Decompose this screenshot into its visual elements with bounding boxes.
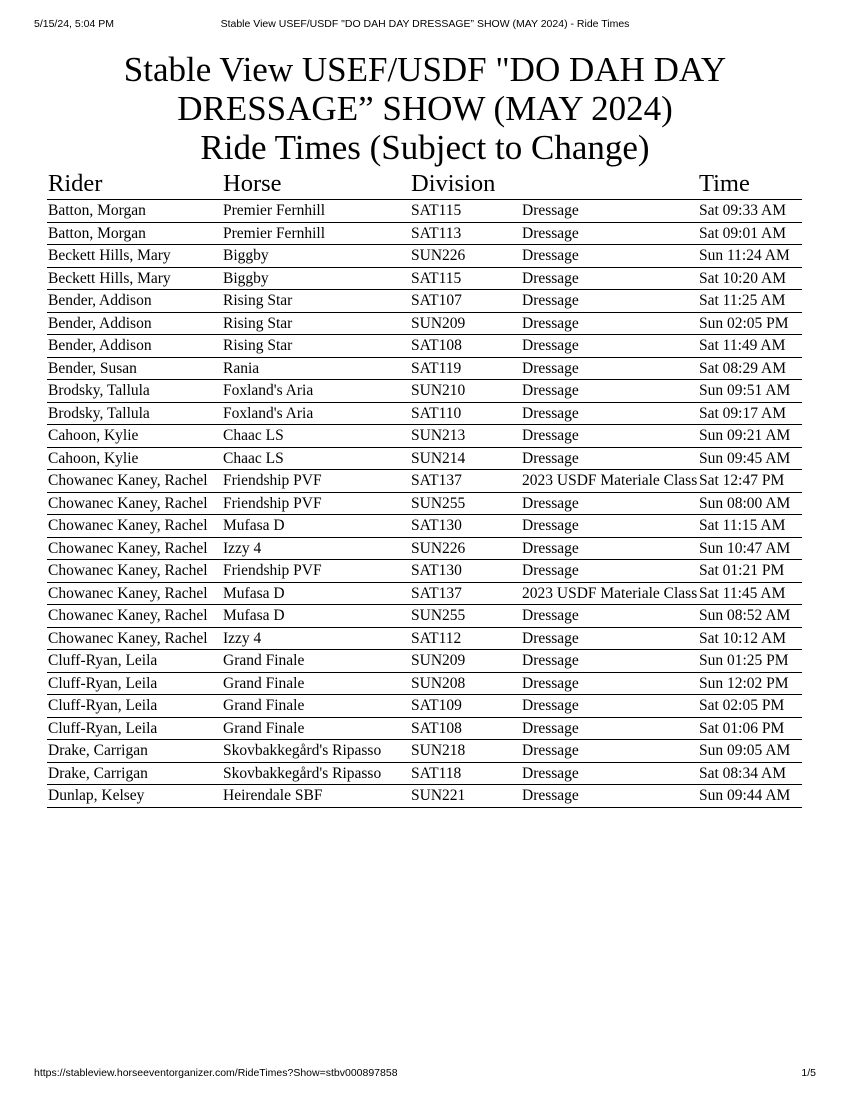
class-type-cell: Dressage — [521, 537, 698, 560]
division-cell: SAT109 — [410, 695, 521, 718]
division-cell: SAT118 — [410, 762, 521, 785]
table-row — [47, 627, 802, 650]
division-cell: SAT108 — [410, 335, 521, 358]
rider-cell: Batton, Morgan — [47, 222, 222, 245]
ride-times-table — [47, 168, 802, 808]
horse-cell: Chaac LS — [222, 425, 410, 448]
rider-cell: Chowanec Kaney, Rachel — [47, 515, 222, 538]
time-cell: Sun 09:51 AM — [698, 380, 802, 403]
division-cell: SUN218 — [410, 740, 521, 763]
horse-cell: Friendship PVF — [222, 560, 410, 583]
division-cell: SAT115 — [410, 200, 521, 223]
class-type-cell: 2023 USDF Materiale Class — [521, 470, 698, 493]
time-cell: Sat 09:01 AM — [698, 222, 802, 245]
time-cell: Sat 09:17 AM — [698, 402, 802, 425]
division-cell: SAT113 — [410, 222, 521, 245]
rider-cell: Cahoon, Kylie — [47, 425, 222, 448]
horse-cell: Grand Finale — [222, 717, 410, 740]
column-header-time: Time — [698, 168, 802, 200]
print-date: 5/15/24, 5:04 PM — [34, 18, 114, 30]
horse-cell: Biggby — [222, 245, 410, 268]
horse-cell: Friendship PVF — [222, 492, 410, 515]
horse-cell: Grand Finale — [222, 672, 410, 695]
time-cell: Sat 02:05 PM — [698, 695, 802, 718]
division-cell: SAT137 — [410, 470, 521, 493]
document-title — [40, 50, 810, 167]
page-number: 1/5 — [801, 1067, 816, 1079]
class-type-cell: Dressage — [521, 290, 698, 313]
table-row — [47, 425, 802, 448]
division-cell: SUN209 — [410, 650, 521, 673]
rider-cell: Cluff-Ryan, Leila — [47, 672, 222, 695]
class-type-cell: Dressage — [521, 312, 698, 335]
time-cell: Sat 11:25 AM — [698, 290, 802, 313]
table-row — [47, 312, 802, 335]
column-header-rider: Rider — [47, 168, 222, 200]
table-row — [47, 492, 802, 515]
horse-cell: Grand Finale — [222, 650, 410, 673]
horse-cell: Chaac LS — [222, 447, 410, 470]
horse-cell: Mufasa D — [222, 515, 410, 538]
column-header-class-type — [521, 168, 698, 200]
class-type-cell: Dressage — [521, 672, 698, 695]
print-page-title: Stable View USEF/USDF "DO DAH DAY DRESSAGE” SHOW (MAY 2024) - Ride Times — [220, 18, 630, 30]
rider-cell: Drake, Carrigan — [47, 740, 222, 763]
time-cell: Sun 01:25 PM — [698, 650, 802, 673]
rider-cell: Cluff-Ryan, Leila — [47, 650, 222, 673]
table-row — [47, 537, 802, 560]
table-row — [47, 785, 802, 808]
rider-cell: Beckett Hills, Mary — [47, 267, 222, 290]
class-type-cell: 2023 USDF Materiale Class — [521, 582, 698, 605]
division-cell: SUN255 — [410, 492, 521, 515]
rider-cell: Chowanec Kaney, Rachel — [47, 582, 222, 605]
horse-cell: Mufasa D — [222, 605, 410, 628]
time-cell: Sat 11:49 AM — [698, 335, 802, 358]
rider-cell: Bender, Susan — [47, 357, 222, 380]
table-row — [47, 267, 802, 290]
class-type-cell: Dressage — [521, 695, 698, 718]
division-cell: SUN208 — [410, 672, 521, 695]
table-row — [47, 650, 802, 673]
rider-cell: Cluff-Ryan, Leila — [47, 717, 222, 740]
rider-cell: Chowanec Kaney, Rachel — [47, 560, 222, 583]
rider-cell: Cluff-Ryan, Leila — [47, 695, 222, 718]
time-cell: Sun 09:44 AM — [698, 785, 802, 808]
rider-cell: Bender, Addison — [47, 290, 222, 313]
time-cell: Sun 10:47 AM — [698, 537, 802, 560]
time-cell: Sun 08:52 AM — [698, 605, 802, 628]
horse-cell: Foxland's Aria — [222, 402, 410, 425]
division-cell: SUN226 — [410, 245, 521, 268]
division-cell: SUN255 — [410, 605, 521, 628]
class-type-cell: Dressage — [521, 785, 698, 808]
table-row — [47, 380, 802, 403]
title-line: Ride Times (Subject to Change) — [200, 128, 650, 167]
division-cell: SUN209 — [410, 312, 521, 335]
table-row — [47, 222, 802, 245]
division-cell: SAT115 — [410, 267, 521, 290]
division-cell: SAT112 — [410, 627, 521, 650]
table-row — [47, 605, 802, 628]
class-type-cell: Dressage — [521, 425, 698, 448]
rider-cell: Batton, Morgan — [47, 200, 222, 223]
table-row — [47, 717, 802, 740]
rider-cell: Beckett Hills, Mary — [47, 245, 222, 268]
division-cell: SAT130 — [410, 560, 521, 583]
table-row — [47, 695, 802, 718]
time-cell: Sat 01:06 PM — [698, 717, 802, 740]
horse-cell: Heirendale SBF — [222, 785, 410, 808]
rider-cell: Bender, Addison — [47, 312, 222, 335]
table-row — [47, 357, 802, 380]
horse-cell: Izzy 4 — [222, 537, 410, 560]
horse-cell: Premier Fernhill — [222, 222, 410, 245]
time-cell: Sat 10:20 AM — [698, 267, 802, 290]
time-cell: Sat 08:29 AM — [698, 357, 802, 380]
rider-cell: Chowanec Kaney, Rachel — [47, 537, 222, 560]
rider-cell: Dunlap, Kelsey — [47, 785, 222, 808]
table-row — [47, 762, 802, 785]
horse-cell: Biggby — [222, 267, 410, 290]
rider-cell: Chowanec Kaney, Rachel — [47, 470, 222, 493]
horse-cell: Foxland's Aria — [222, 380, 410, 403]
time-cell: Sun 09:21 AM — [698, 425, 802, 448]
division-cell: SAT107 — [410, 290, 521, 313]
table-row — [47, 672, 802, 695]
time-cell: Sun 09:05 AM — [698, 740, 802, 763]
division-cell: SAT108 — [410, 717, 521, 740]
class-type-cell: Dressage — [521, 357, 698, 380]
class-type-cell: Dressage — [521, 560, 698, 583]
rider-cell: Chowanec Kaney, Rachel — [47, 492, 222, 515]
class-type-cell: Dressage — [521, 627, 698, 650]
class-type-cell: Dressage — [521, 335, 698, 358]
class-type-cell: Dressage — [521, 200, 698, 223]
class-type-cell: Dressage — [521, 717, 698, 740]
division-cell: SUN210 — [410, 380, 521, 403]
rider-cell: Chowanec Kaney, Rachel — [47, 627, 222, 650]
class-type-cell: Dressage — [521, 402, 698, 425]
table-row — [47, 447, 802, 470]
horse-cell: Izzy 4 — [222, 627, 410, 650]
division-cell: SAT137 — [410, 582, 521, 605]
division-cell: SAT110 — [410, 402, 521, 425]
rider-cell: Drake, Carrigan — [47, 762, 222, 785]
time-cell: Sat 11:45 AM — [698, 582, 802, 605]
class-type-cell: Dressage — [521, 740, 698, 763]
time-cell: Sat 08:34 AM — [698, 762, 802, 785]
horse-cell: Rising Star — [222, 312, 410, 335]
print-footer — [34, 1067, 816, 1083]
horse-cell: Rising Star — [222, 335, 410, 358]
time-cell: Sat 11:15 AM — [698, 515, 802, 538]
horse-cell: Friendship PVF — [222, 470, 410, 493]
title-line: DRESSAGE” SHOW (MAY 2024) — [177, 89, 673, 128]
horse-cell: Rising Star — [222, 290, 410, 313]
time-cell: Sat 12:47 PM — [698, 470, 802, 493]
table-row — [47, 335, 802, 358]
table-row — [47, 560, 802, 583]
horse-cell: Skovbakkegård's Ripasso — [222, 762, 410, 785]
print-header — [34, 18, 816, 34]
time-cell: Sun 11:24 AM — [698, 245, 802, 268]
column-header-division: Division — [410, 168, 521, 200]
time-cell: Sun 12:02 PM — [698, 672, 802, 695]
table-row — [47, 515, 802, 538]
time-cell: Sat 01:21 PM — [698, 560, 802, 583]
table-row — [47, 582, 802, 605]
rider-cell: Bender, Addison — [47, 335, 222, 358]
title-line: Stable View USEF/USDF "DO DAH DAY — [123, 50, 727, 89]
time-cell: Sun 02:05 PM — [698, 312, 802, 335]
class-type-cell: Dressage — [521, 762, 698, 785]
rider-cell: Brodsky, Tallula — [47, 402, 222, 425]
horse-cell: Mufasa D — [222, 582, 410, 605]
time-cell: Sun 09:45 AM — [698, 447, 802, 470]
table-row — [47, 402, 802, 425]
division-cell: SUN213 — [410, 425, 521, 448]
time-cell: Sat 10:12 AM — [698, 627, 802, 650]
class-type-cell: Dressage — [521, 267, 698, 290]
page-url: https://stableview.horseeventorganizer.com/RideTimes?Show=stbv000897858 — [34, 1067, 398, 1079]
class-type-cell: Dressage — [521, 605, 698, 628]
rider-cell: Chowanec Kaney, Rachel — [47, 605, 222, 628]
table-row — [47, 470, 802, 493]
rider-cell: Cahoon, Kylie — [47, 447, 222, 470]
table-row — [47, 200, 802, 223]
table-header-row — [47, 168, 802, 200]
division-cell: SUN226 — [410, 537, 521, 560]
class-type-cell: Dressage — [521, 650, 698, 673]
class-type-cell: Dressage — [521, 515, 698, 538]
division-cell: SUN221 — [410, 785, 521, 808]
division-cell: SUN214 — [410, 447, 521, 470]
table-row — [47, 290, 802, 313]
class-type-cell: Dressage — [521, 492, 698, 515]
class-type-cell: Dressage — [521, 245, 698, 268]
division-cell: SAT119 — [410, 357, 521, 380]
class-type-cell: Dressage — [521, 447, 698, 470]
time-cell: Sun 08:00 AM — [698, 492, 802, 515]
horse-cell: Premier Fernhill — [222, 200, 410, 223]
horse-cell: Rania — [222, 357, 410, 380]
class-type-cell: Dressage — [521, 222, 698, 245]
column-header-horse: Horse — [222, 168, 410, 200]
division-cell: SAT130 — [410, 515, 521, 538]
table-body — [47, 200, 802, 808]
class-type-cell: Dressage — [521, 380, 698, 403]
horse-cell: Skovbakkegård's Ripasso — [222, 740, 410, 763]
rider-cell: Brodsky, Tallula — [47, 380, 222, 403]
table-row — [47, 740, 802, 763]
time-cell: Sat 09:33 AM — [698, 200, 802, 223]
horse-cell: Grand Finale — [222, 695, 410, 718]
table-row — [47, 245, 802, 268]
